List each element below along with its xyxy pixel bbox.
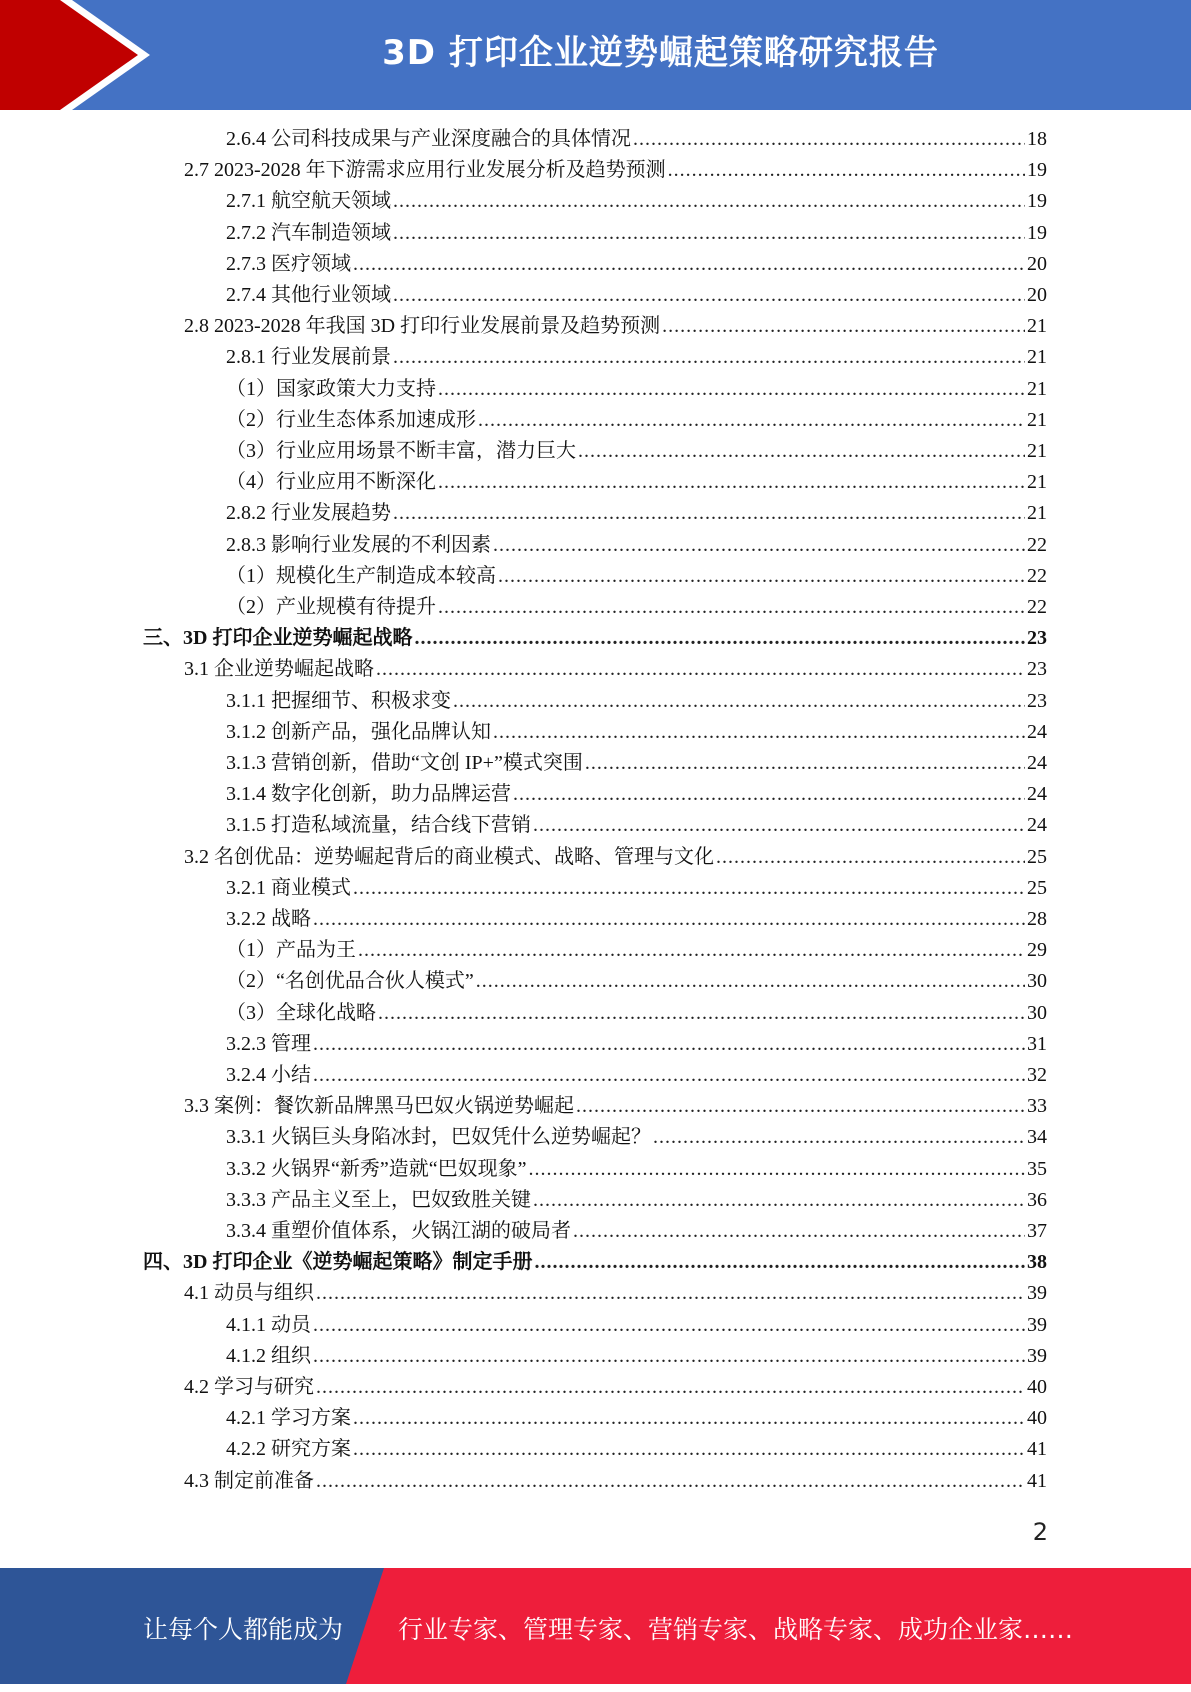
- toc-dot-leader: [393, 280, 1025, 311]
- toc-dot-leader: [653, 1122, 1025, 1153]
- toc-dot-leader: [313, 1310, 1025, 1341]
- toc-dot-leader: [585, 748, 1025, 779]
- toc-entry-page: 21: [1027, 471, 1047, 494]
- toc-entry[interactable]: [184, 1091, 1047, 1122]
- toc-entry-title: （4）行业应用不断深化: [226, 471, 436, 494]
- page-footer: [0, 1568, 1191, 1684]
- toc-entry-page: 29: [1027, 939, 1047, 962]
- toc-entry[interactable]: [226, 1154, 1047, 1185]
- toc-entry-title: 3.1 企业逆势崛起战略: [184, 658, 374, 681]
- toc-entry-title: 3.3.3 产品主义至上，巴奴致胜关键: [226, 1188, 531, 1211]
- report-title: 3D 打印企业逆势崛起策略研究报告: [382, 33, 939, 73]
- toc-entry-page: 32: [1027, 1064, 1047, 1086]
- toc-entry[interactable]: [226, 374, 1047, 405]
- toc-entry-page: 23: [1027, 627, 1047, 650]
- toc-dot-leader: [716, 842, 1025, 873]
- toc-dot-leader: [393, 342, 1025, 373]
- toc-dot-leader: [414, 623, 1025, 654]
- toc-entry-title: 3.3.2 火锅界“新秀”造就“巴奴现象”: [226, 1157, 527, 1180]
- toc-entry[interactable]: [226, 1029, 1047, 1060]
- toc-entry-title: 2.7.2 汽车制造领域: [226, 221, 391, 244]
- toc-entry-title: 2.8.2 行业发展趋势: [226, 502, 391, 525]
- toc-entry-title: 三、3D 打印企业逆势崛起战略: [143, 627, 413, 650]
- toc-entry-page: 33: [1027, 1095, 1047, 1118]
- toc-entry-title: 4.2.1 学习方案: [226, 1407, 351, 1430]
- toc-dot-leader: [573, 1216, 1025, 1247]
- toc-entry-title: 2.8 2023-2028 年我国 3D 打印行业发展前景及趋势预测: [184, 315, 661, 338]
- toc-dot-leader: [353, 249, 1025, 280]
- toc-entry-page: 20: [1027, 252, 1047, 275]
- toc-dot-leader: [353, 873, 1025, 904]
- toc-dot-leader: [313, 904, 1025, 935]
- toc-entry[interactable]: [226, 1403, 1047, 1434]
- toc-entry-title: 4.2.2 研究方案: [226, 1438, 351, 1461]
- toc-entry[interactable]: [184, 842, 1047, 873]
- toc-dot-leader: [393, 218, 1025, 249]
- toc-entry[interactable]: [143, 1247, 1047, 1278]
- toc-entry-title: 3.2 名创优品：逆势崛起背后的商业模式、战略、管理与文化: [184, 845, 714, 868]
- toc-entry-title: （2）“名创优品合伙人模式”: [226, 970, 474, 993]
- toc-dot-leader: [478, 405, 1025, 436]
- toc-entry[interactable]: [226, 592, 1047, 623]
- toc-entry[interactable]: [226, 998, 1047, 1029]
- toc-entry[interactable]: [143, 623, 1047, 654]
- toc-entry-page: 19: [1027, 159, 1047, 182]
- toc-entry[interactable]: [226, 717, 1047, 748]
- toc-entry[interactable]: [226, 1341, 1047, 1372]
- toc-entry-page: 25: [1027, 876, 1047, 899]
- toc-entry[interactable]: [226, 686, 1047, 717]
- toc-entry-title: （2）行业生态体系加速成形: [226, 408, 476, 431]
- toc-entry-page: 30: [1027, 1001, 1047, 1024]
- toc-dot-leader: [393, 186, 1025, 217]
- toc-entry-title: （3）全球化战略: [226, 1001, 376, 1024]
- toc-dot-leader: [313, 1029, 1025, 1060]
- toc-entry[interactable]: [226, 1434, 1047, 1465]
- toc-entry[interactable]: [184, 1372, 1047, 1403]
- toc-entry[interactable]: [184, 654, 1047, 685]
- toc-entry-title: 3.3 案例：餐饮新品牌黑马巴奴火锅逆势崛起: [184, 1095, 574, 1118]
- toc-entry-title: 4.1.1 动员: [226, 1313, 311, 1336]
- toc-entry-page: 18: [1027, 128, 1047, 150]
- toc-entry[interactable]: [226, 498, 1047, 529]
- toc-entry-page: 35: [1027, 1157, 1047, 1180]
- toc-entry-title: 3.3.4 重塑价值体系，火锅江湖的破局者: [226, 1220, 571, 1242]
- toc-entry-page: 19: [1027, 190, 1047, 213]
- toc-dot-leader: [438, 592, 1025, 623]
- toc-dot-leader: [316, 1278, 1025, 1309]
- toc-entry-page: 21: [1027, 315, 1047, 338]
- toc-entry[interactable]: [226, 966, 1047, 997]
- toc-entry-page: 25: [1027, 845, 1047, 868]
- toc-entry-title: 2.7 2023-2028 年下游需求应用行业发展分析及趋势预测: [184, 159, 666, 182]
- toc-dot-leader: [576, 1091, 1025, 1122]
- toc-entry-title: 4.1 动员与组织: [184, 1282, 314, 1305]
- header-chevron-decoration: [0, 0, 160, 110]
- toc-entry-page: 21: [1027, 377, 1047, 400]
- toc-entry-page: 40: [1027, 1407, 1047, 1430]
- toc-entry-title: （1）规模化生产制造成本较高: [226, 564, 496, 587]
- toc-dot-leader: [533, 810, 1025, 841]
- toc-dot-leader: [513, 779, 1025, 810]
- toc-entry-title: 4.2 学习与研究: [184, 1376, 314, 1398]
- toc-entry-page: 41: [1027, 1469, 1047, 1492]
- toc-entry-title: 2.7.3 医疗领域: [226, 252, 351, 275]
- toc-dot-leader: [358, 935, 1025, 966]
- toc-entry[interactable]: [184, 311, 1047, 342]
- toc-dot-leader: [529, 1154, 1025, 1185]
- toc-entry[interactable]: [226, 218, 1047, 249]
- toc-entry-page: 21: [1027, 502, 1047, 525]
- toc-dot-leader: [493, 717, 1025, 748]
- toc-dot-leader: [493, 530, 1025, 561]
- toc-entry-title: 3.1.4 数字化创新，助力品牌运营: [226, 783, 511, 806]
- toc-dot-leader: [393, 498, 1025, 529]
- toc-entry[interactable]: [226, 342, 1047, 373]
- toc-dot-leader: [376, 654, 1025, 685]
- toc-entry-title: 2.8.1 行业发展前景: [226, 346, 391, 369]
- toc-entry-page: 38: [1027, 1251, 1047, 1274]
- toc-entry[interactable]: [184, 155, 1047, 186]
- toc-entry-page: 23: [1027, 689, 1047, 712]
- toc-entry-page: 19: [1027, 221, 1047, 244]
- toc-dot-leader: [316, 1466, 1025, 1497]
- toc-entry[interactable]: [226, 280, 1047, 311]
- toc-entry[interactable]: [226, 1122, 1047, 1153]
- toc-entry-page: 28: [1027, 908, 1047, 930]
- toc-entry-page: 39: [1027, 1344, 1047, 1367]
- toc-entry-page: 24: [1027, 783, 1047, 806]
- toc-entry[interactable]: [226, 810, 1047, 841]
- toc-entry[interactable]: [226, 1185, 1047, 1216]
- toc-entry[interactable]: [226, 935, 1047, 966]
- toc-dot-leader: [438, 374, 1025, 405]
- toc-entry-page: 39: [1027, 1313, 1047, 1336]
- toc-dot-leader: [453, 686, 1025, 717]
- toc-entry-title: 3.2.4 小结: [226, 1064, 311, 1086]
- toc-entry-page: 30: [1027, 970, 1047, 993]
- toc-entry-page: 24: [1027, 814, 1047, 837]
- toc-entry[interactable]: [226, 530, 1047, 561]
- toc-dot-leader: [316, 1372, 1025, 1403]
- toc-entry-title: 3.2.2 战略: [226, 908, 311, 930]
- toc-entry[interactable]: [226, 1060, 1047, 1091]
- toc-entry-page: 40: [1027, 1376, 1047, 1398]
- footer-slogan-left: 让每个人都能成为: [143, 1615, 344, 1644]
- toc-entry-title: 2.7.4 其他行业领域: [226, 284, 391, 306]
- toc-entry-title: 四、3D 打印企业《逆势崛起策略》制定手册: [143, 1251, 533, 1274]
- toc-entry-page: 39: [1027, 1282, 1047, 1305]
- toc-entry-title: （2）产业规模有待提升: [226, 596, 436, 618]
- toc-entry[interactable]: [226, 436, 1047, 467]
- toc-entry-page: 37: [1027, 1220, 1047, 1242]
- toc-entry-title: （1）产品为王: [226, 939, 356, 962]
- toc-dot-leader: [533, 1185, 1025, 1216]
- toc-entry-page: 22: [1027, 533, 1047, 556]
- toc-entry[interactable]: [226, 467, 1047, 498]
- toc-entry[interactable]: [226, 873, 1047, 904]
- toc-entry[interactable]: [226, 249, 1047, 280]
- toc-entry-title: 4.1.2 组织: [226, 1344, 311, 1367]
- page-number: 2: [1032, 1518, 1048, 1546]
- toc-dot-leader: [662, 311, 1025, 342]
- toc-entry-title: 2.6.4 公司科技成果与产业深度融合的具体情况: [226, 128, 631, 150]
- toc-entry[interactable]: [226, 561, 1047, 592]
- toc-entry-title: 2.7.1 航空航天领域: [226, 190, 391, 213]
- toc-entry[interactable]: [226, 1216, 1047, 1247]
- toc-entry[interactable]: [226, 405, 1047, 436]
- toc-entry-page: 21: [1027, 346, 1047, 369]
- toc-dot-leader: [578, 436, 1025, 467]
- toc-entry-page: 24: [1027, 752, 1047, 774]
- toc-entry-page: 24: [1027, 720, 1047, 743]
- toc-entry[interactable]: [226, 1310, 1047, 1341]
- toc-entry[interactable]: [226, 124, 1047, 155]
- toc-entry-title: 3.2.1 商业模式: [226, 876, 351, 899]
- toc-entry[interactable]: [226, 186, 1047, 217]
- toc-entry-page: 36: [1027, 1188, 1047, 1211]
- toc-dot-leader: [633, 124, 1025, 155]
- toc-dot-leader: [438, 467, 1025, 498]
- toc-entry-title: 3.1.2 创新产品，强化品牌认知: [226, 720, 491, 743]
- toc-dot-leader: [353, 1403, 1025, 1434]
- toc-entry-title: 3.1.3 营销创新，借助“文创 IP+”模式突围: [226, 752, 583, 774]
- toc-entry-page: 41: [1027, 1438, 1047, 1461]
- toc-entry[interactable]: [184, 1278, 1047, 1309]
- toc-entry-title: 4.3 制定前准备: [184, 1469, 314, 1492]
- footer-slogan-right: 行业专家、管理专家、营销专家、战略专家、成功企业家……: [398, 1615, 1074, 1644]
- toc-entry-page: 21: [1027, 440, 1047, 462]
- toc-entry-title: （1）国家政策大力支持: [226, 377, 436, 400]
- toc-entry-title: 2.8.3 影响行业发展的不利因素: [226, 533, 491, 556]
- toc-entry-page: 23: [1027, 658, 1047, 681]
- toc-entry[interactable]: [226, 779, 1047, 810]
- toc-entry[interactable]: [184, 1466, 1047, 1497]
- toc-entry-page: 21: [1027, 408, 1047, 431]
- toc-entry-title: （3）行业应用场景不断丰富，潜力巨大: [226, 440, 576, 462]
- toc-dot-leader: [534, 1247, 1025, 1278]
- toc-entry-title: 3.1.5 打造私域流量，结合线下营销: [226, 814, 531, 837]
- page-header: [0, 0, 1191, 110]
- toc-dot-leader: [378, 998, 1025, 1029]
- toc-dot-leader: [353, 1434, 1025, 1465]
- toc-entry-title: 3.1.1 把握细节、积极求变: [226, 689, 451, 712]
- toc-dot-leader: [668, 155, 1025, 186]
- toc-entry-title: 3.2.3 管理: [226, 1032, 311, 1055]
- toc-entry-page: 20: [1027, 284, 1047, 306]
- toc-entry-page: 22: [1027, 564, 1047, 587]
- toc-entry-page: 34: [1027, 1126, 1047, 1149]
- toc-entry-page: 22: [1027, 596, 1047, 618]
- toc-dot-leader: [476, 966, 1025, 997]
- toc-dot-leader: [313, 1060, 1025, 1091]
- toc-dot-leader: [313, 1341, 1025, 1372]
- toc-entry[interactable]: [226, 904, 1047, 935]
- toc-entry-title: 3.3.1 火锅巨头身陷冰封，巴奴凭什么逆势崛起？: [226, 1126, 651, 1149]
- toc-dot-leader: [498, 561, 1025, 592]
- toc-entry[interactable]: [226, 748, 1047, 779]
- toc-entry-page: 31: [1027, 1032, 1047, 1055]
